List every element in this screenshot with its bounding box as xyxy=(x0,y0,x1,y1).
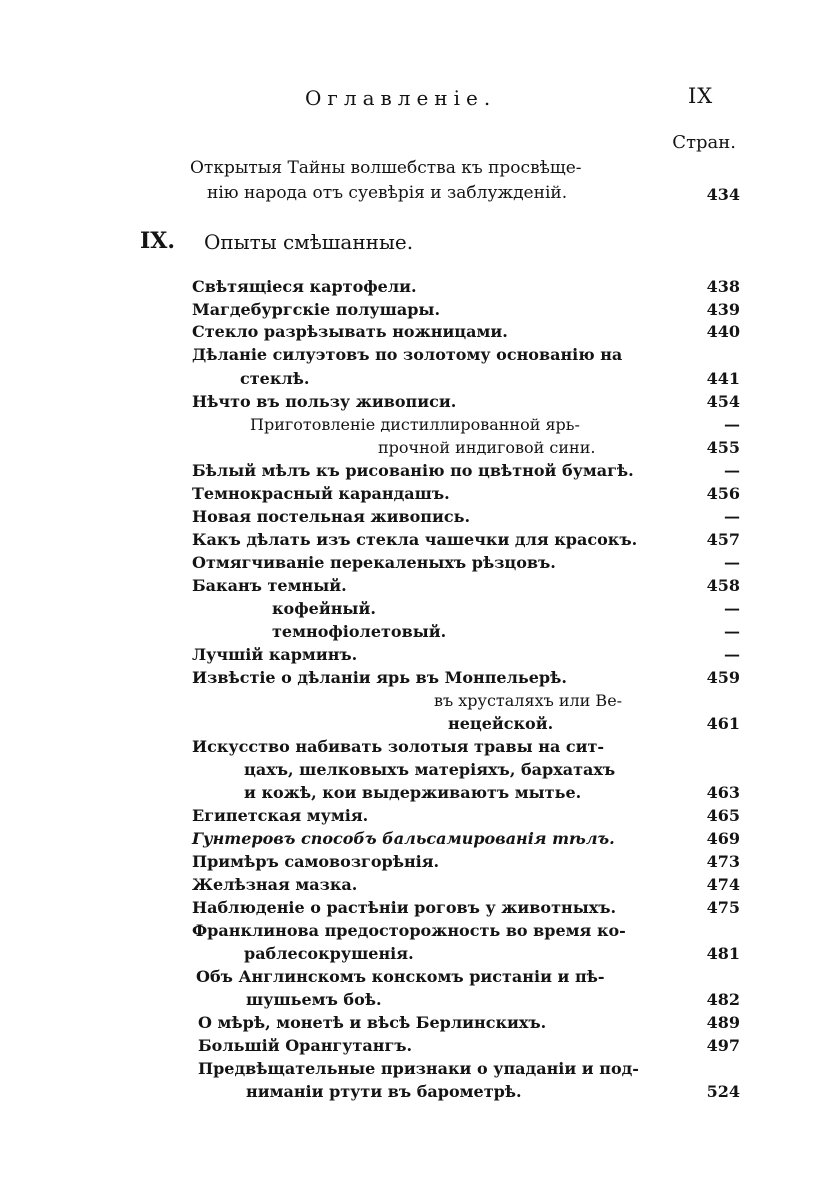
toc-entry-text: Дѣланіе силуэтовъ по золотому основанію на xyxy=(192,345,623,364)
toc-entry-text: раблесокрушенія. xyxy=(244,944,414,963)
toc-entry-text: Магдебургскіе полушары. xyxy=(192,300,441,319)
toc-entry-text: Искусство набивать золотыя травы на сит- xyxy=(192,737,605,756)
toc-entry-text: Свѣтящіеся картофели. xyxy=(192,277,417,296)
toc-entry-text: Большій Орангутангъ. xyxy=(198,1036,413,1055)
preface-entry-line-2: нію народа отъ суевѣрія и заблужденій. xyxy=(207,183,568,203)
toc-entry-text: прочной индиговой сини. xyxy=(378,438,596,457)
toc-entry-text: Нѣчто въ пользу живописи. xyxy=(192,392,457,411)
toc-entry-page: 441 xyxy=(706,369,740,388)
page-header-number: IX xyxy=(688,84,714,108)
toc-entry-text: Какъ дѣлать изъ стекла чашечки для красокъ. xyxy=(192,530,638,549)
toc-entry-page: 455 xyxy=(706,438,740,457)
toc-entry-text: Бѣлый мѣлъ къ рисованію по цвѣтной бумагѣ. xyxy=(192,461,634,480)
toc-entry-text: Баканъ темный. xyxy=(192,576,347,595)
toc-entry-text: Отмягчиваніе перекаленыхъ рѣзцовъ. xyxy=(192,553,556,572)
toc-entry-text: Гунтеровъ способъ бальсамированія тѣлъ. xyxy=(192,829,615,848)
toc-entry-page: 440 xyxy=(706,322,740,341)
toc-entry-text: Объ Англинскомъ конскомъ ристаніи и пѣ- xyxy=(196,967,605,986)
toc-entry-page: — xyxy=(724,599,740,618)
toc-entry-page: 524 xyxy=(706,1082,740,1101)
toc-entry-text: Лучшій карминъ. xyxy=(192,645,358,664)
toc-entry-page: 474 xyxy=(706,875,740,894)
toc-entry-text: О мѣрѣ, монетѣ и вѣсѣ Берлинскихъ. xyxy=(198,1013,547,1032)
toc-entry-page: — xyxy=(724,622,740,641)
toc-entry-text: нецейской. xyxy=(448,714,554,733)
toc-entry-text: Извѣстіе о дѣланіи ярь въ Монпельерѣ. xyxy=(192,668,567,687)
toc-entry-page: — xyxy=(724,415,740,434)
toc-entry-text: Примѣръ самовозгорѣнія. xyxy=(192,852,440,871)
toc-entry-page: 489 xyxy=(706,1013,740,1032)
toc-entry-text: кофейный. xyxy=(272,599,376,618)
toc-entry-text: Предвѣщательные признаки о упаданіи и под- xyxy=(198,1059,639,1078)
toc-entry-page: 497 xyxy=(706,1036,740,1055)
toc-entry-text: Желѣзная мазка. xyxy=(192,875,358,894)
preface-entry-page: 434 xyxy=(706,185,740,204)
toc-entry-page: 457 xyxy=(706,530,740,549)
toc-entry-page: 482 xyxy=(706,990,740,1009)
section-number: IX. xyxy=(140,228,176,254)
toc-entry-text: Египетская мумія. xyxy=(192,806,369,825)
toc-entry-page: 481 xyxy=(706,944,740,963)
toc-entry-page: 465 xyxy=(706,806,740,825)
toc-entry-text: ниманіи ртути въ барометрѣ. xyxy=(246,1082,522,1101)
toc-entry-page: 439 xyxy=(706,300,740,319)
preface-entry-line-1: Открытыя Тайны волшебства къ просвѣще- xyxy=(190,158,582,178)
toc-entry-page: 461 xyxy=(706,714,740,733)
toc-entry-page: 463 xyxy=(706,783,740,802)
toc-entry-text: Приготовленіе дистиллированной ярь- xyxy=(250,415,580,434)
toc-entry-text: Темнокрасный карандашъ. xyxy=(192,484,450,503)
toc-entry-text: стеклѣ. xyxy=(240,369,310,388)
toc-entry-text: Стекло разрѣзывать ножницами. xyxy=(192,322,508,341)
toc-entry-page: 473 xyxy=(706,852,740,871)
toc-entry-text: шушьемъ боѣ. xyxy=(246,990,382,1009)
toc-entry-page: 469 xyxy=(706,829,740,848)
toc-entry-text: въ хрусталяхъ или Ве- xyxy=(434,691,623,710)
toc-entry-page: — xyxy=(724,461,740,480)
toc-entry-text: Новая постельная живопись. xyxy=(192,507,471,526)
toc-entry-text: цахъ, шелковыхъ матеріяхъ, бархатахъ xyxy=(244,760,616,779)
toc-entry-page: — xyxy=(724,645,740,664)
toc-entry-page: 458 xyxy=(706,576,740,595)
toc-entry-text: Наблюденіе о растѣніи роговъ у животныхъ. xyxy=(192,898,617,917)
toc-entry-page: 456 xyxy=(706,484,740,503)
toc-entry-text: Франклинова предосторожность во время ко- xyxy=(192,921,626,940)
toc-entry-text: темнофіолетовый. xyxy=(272,622,447,641)
section-title: Опыты смѣшанные. xyxy=(204,230,414,254)
page-column-label: Стран. xyxy=(672,132,736,153)
toc-entry-page: 475 xyxy=(706,898,740,917)
toc-entry-page: — xyxy=(724,553,740,572)
toc-entry-page: 459 xyxy=(706,668,740,687)
toc-entry-page: 438 xyxy=(706,277,740,296)
page-header-title: Оглавленіе. xyxy=(305,86,497,110)
toc-entry-page: — xyxy=(724,507,740,526)
toc-entry-text: и кожѣ, кои выдерживаютъ мытье. xyxy=(244,783,582,802)
toc-entry-page: 454 xyxy=(706,392,740,411)
